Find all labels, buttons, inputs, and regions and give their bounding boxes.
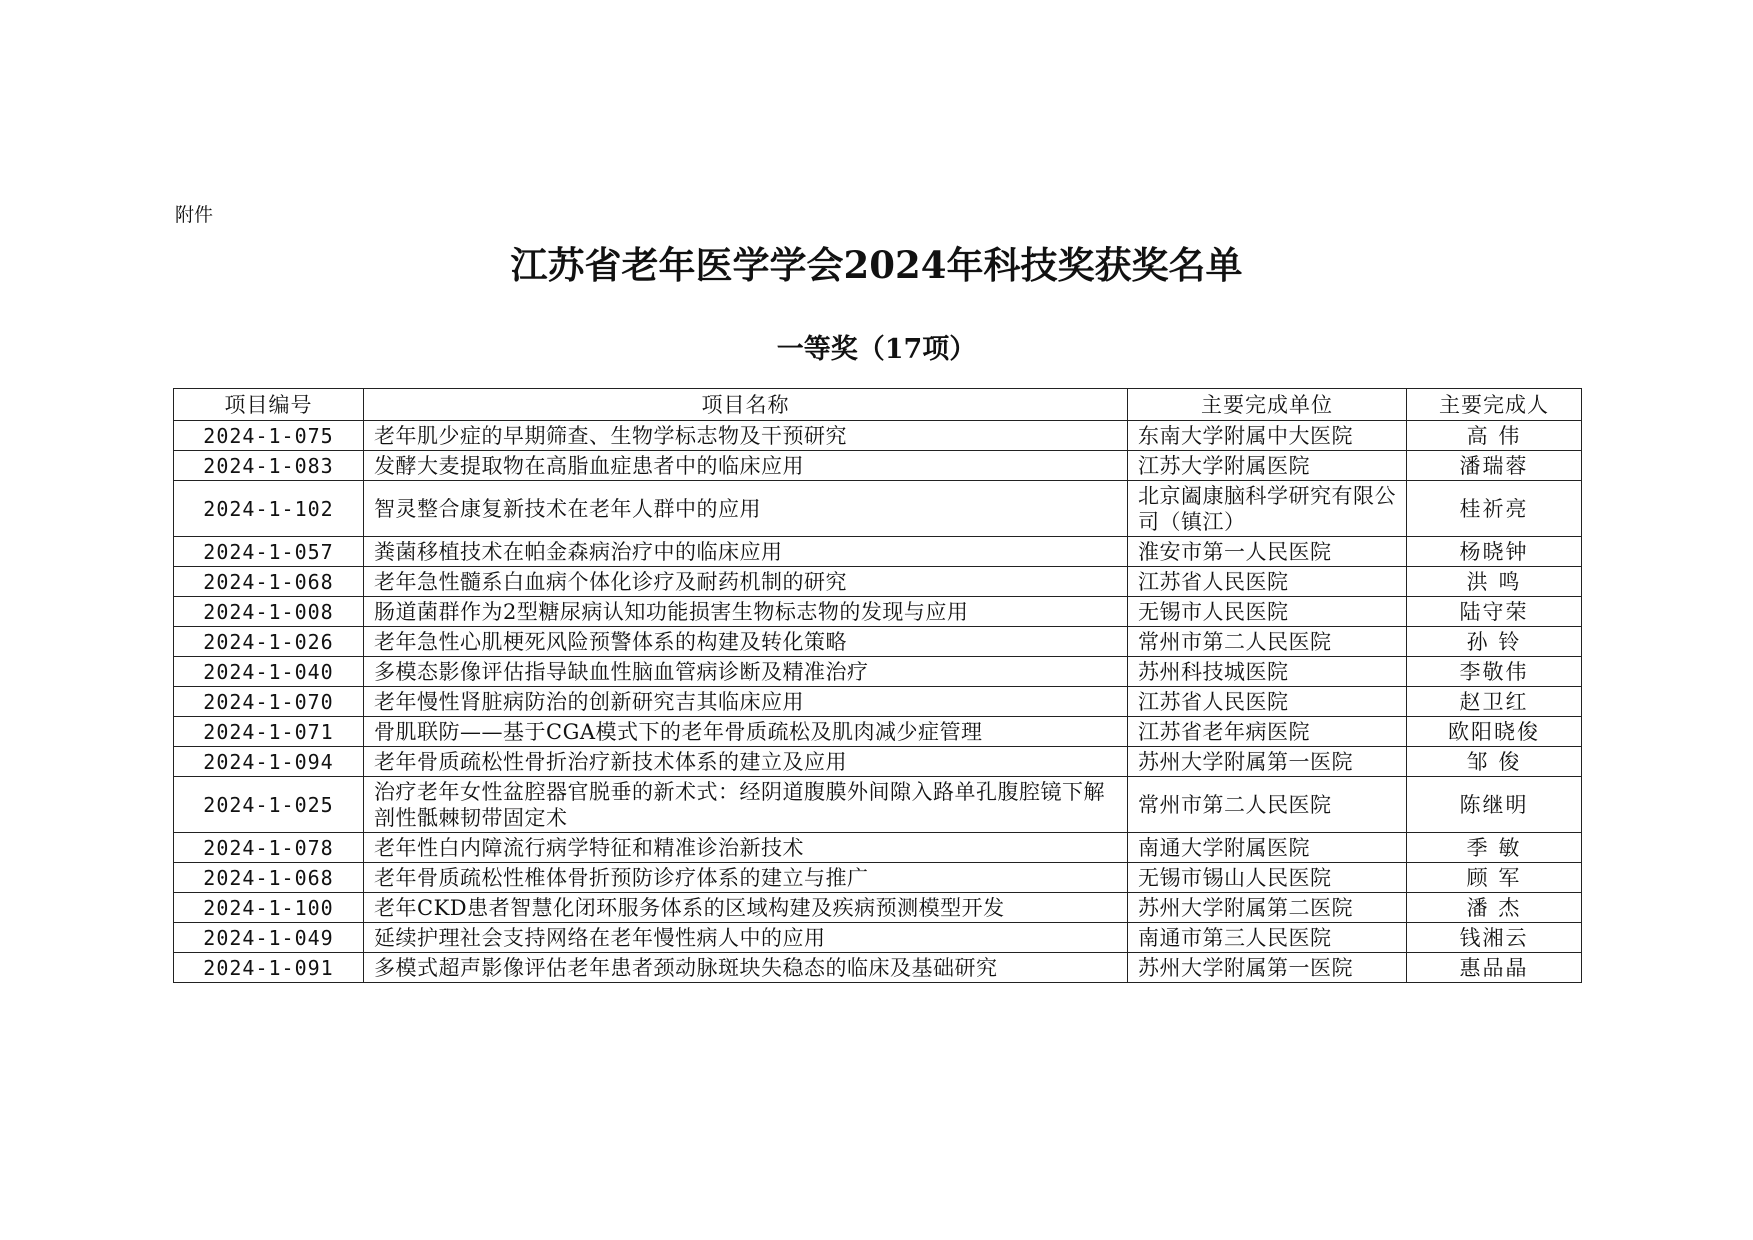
table-row — [174, 537, 1582, 567]
project-name-cell: 多模态影像评估指导缺血性脑血管病诊断及精准治疗 — [364, 657, 1128, 687]
project-name-cell: 老年性白内障流行病学特征和精准诊治新技术 — [364, 833, 1128, 863]
main-person-cell: 孙 铃 — [1407, 627, 1582, 657]
main-unit-cell: 江苏省人民医院 — [1128, 567, 1407, 597]
project-code-cell: 2024-1-068 — [174, 567, 364, 597]
main-person-cell: 洪 鸣 — [1407, 567, 1582, 597]
project-code-cell: 2024-1-083 — [174, 451, 364, 481]
project-code-cell: 2024-1-078 — [174, 833, 364, 863]
project-code-cell: 2024-1-070 — [174, 687, 364, 717]
project-code-cell: 2024-1-091 — [174, 953, 364, 983]
header-project-code: 项目编号 — [174, 389, 364, 421]
table-row — [174, 597, 1582, 627]
project-code-cell: 2024-1-100 — [174, 893, 364, 923]
main-unit-cell: 无锡市锡山人民医院 — [1128, 863, 1407, 893]
main-unit-cell: 南通市第三人民医院 — [1128, 923, 1407, 953]
table-row — [174, 863, 1582, 893]
project-name-cell: 老年CKD患者智慧化闭环服务体系的区域构建及疾病预测模型开发 — [364, 893, 1128, 923]
attachment-label: 附件 — [175, 204, 214, 226]
main-unit-cell: 淮安市第一人民医院 — [1128, 537, 1407, 567]
header-main-person: 主要完成人 — [1407, 389, 1582, 421]
main-unit-cell: 江苏省老年病医院 — [1128, 717, 1407, 747]
awards-table — [173, 388, 1582, 983]
table-header-row — [174, 389, 1582, 421]
main-person-cell: 杨晓钟 — [1407, 537, 1582, 567]
main-unit-cell: 东南大学附属中大医院 — [1128, 421, 1407, 451]
table-row — [174, 687, 1582, 717]
main-person-cell: 桂祈亮 — [1407, 481, 1582, 537]
main-unit-cell: 苏州大学附属第一医院 — [1128, 747, 1407, 777]
main-unit-cell: 苏州大学附属第二医院 — [1128, 893, 1407, 923]
table-row — [174, 717, 1582, 747]
project-code-cell: 2024-1-008 — [174, 597, 364, 627]
project-name-cell: 肠道菌群作为2型糖尿病认知功能损害生物标志物的发现与应用 — [364, 597, 1128, 627]
main-unit-cell: 常州市第二人民医院 — [1128, 627, 1407, 657]
table-row — [174, 747, 1582, 777]
table-row — [174, 567, 1582, 597]
main-unit-cell: 北京阖康脑科学研究有限公司（镇江） — [1128, 481, 1407, 537]
main-unit-cell: 苏州科技城医院 — [1128, 657, 1407, 687]
table-row — [174, 833, 1582, 863]
project-name-cell: 老年急性髓系白血病个体化诊疗及耐药机制的研究 — [364, 567, 1128, 597]
main-unit-cell: 无锡市人民医院 — [1128, 597, 1407, 627]
project-name-cell: 老年肌少症的早期筛查、生物学标志物及干预研究 — [364, 421, 1128, 451]
table-row — [174, 421, 1582, 451]
table-row — [174, 481, 1582, 537]
main-person-cell: 高 伟 — [1407, 421, 1582, 451]
project-name-cell: 智灵整合康复新技术在老年人群中的应用 — [364, 481, 1128, 537]
project-code-cell: 2024-1-071 — [174, 717, 364, 747]
main-person-cell: 欧阳晓俊 — [1407, 717, 1582, 747]
project-name-cell: 发酵大麦提取物在高脂血症患者中的临床应用 — [364, 451, 1128, 481]
project-name-cell: 老年慢性肾脏病防治的创新研究吉其临床应用 — [364, 687, 1128, 717]
main-unit-cell: 常州市第二人民医院 — [1128, 777, 1407, 833]
table-row — [174, 953, 1582, 983]
main-person-cell: 季 敏 — [1407, 833, 1582, 863]
main-unit-cell: 江苏省人民医院 — [1128, 687, 1407, 717]
header-main-unit: 主要完成单位 — [1128, 389, 1407, 421]
table-row — [174, 627, 1582, 657]
awards-table-body — [174, 421, 1582, 983]
project-code-cell: 2024-1-026 — [174, 627, 364, 657]
table-row — [174, 451, 1582, 481]
header-project-name: 项目名称 — [364, 389, 1128, 421]
project-code-cell: 2024-1-094 — [174, 747, 364, 777]
project-code-cell: 2024-1-040 — [174, 657, 364, 687]
project-name-cell: 多模式超声影像评估老年患者颈动脉斑块失稳态的临床及基础研究 — [364, 953, 1128, 983]
table-row — [174, 777, 1582, 833]
main-person-cell: 潘 杰 — [1407, 893, 1582, 923]
table-row — [174, 657, 1582, 687]
main-person-cell: 李敬伟 — [1407, 657, 1582, 687]
project-name-cell: 治疗老年女性盆腔器官脱垂的新术式：经阴道腹膜外间隙入路单孔腹腔镜下解剖性骶棘韧带固定术 — [364, 777, 1128, 833]
project-code-cell: 2024-1-102 — [174, 481, 364, 537]
project-name-cell: 老年急性心肌梗死风险预警体系的构建及转化策略 — [364, 627, 1128, 657]
project-code-cell: 2024-1-049 — [174, 923, 364, 953]
page-title: 江苏省老年医学学会2024年科技奖获奖名单 — [510, 243, 1243, 287]
award-level-heading: 一等奖（17项） — [776, 334, 977, 365]
main-person-cell: 赵卫红 — [1407, 687, 1582, 717]
project-code-cell: 2024-1-025 — [174, 777, 364, 833]
main-person-cell: 邹 俊 — [1407, 747, 1582, 777]
table-row — [174, 893, 1582, 923]
main-person-cell: 陆守荣 — [1407, 597, 1582, 627]
main-person-cell: 惠品晶 — [1407, 953, 1582, 983]
project-code-cell: 2024-1-057 — [174, 537, 364, 567]
main-person-cell: 顾 军 — [1407, 863, 1582, 893]
project-code-cell: 2024-1-068 — [174, 863, 364, 893]
main-person-cell: 陈继明 — [1407, 777, 1582, 833]
project-name-cell: 老年骨质疏松性骨折治疗新技术体系的建立及应用 — [364, 747, 1128, 777]
project-code-cell: 2024-1-075 — [174, 421, 364, 451]
main-unit-cell: 苏州大学附属第一医院 — [1128, 953, 1407, 983]
project-name-cell: 骨肌联防——基于CGA模式下的老年骨质疏松及肌肉减少症管理 — [364, 717, 1128, 747]
main-unit-cell: 南通大学附属医院 — [1128, 833, 1407, 863]
project-name-cell: 延续护理社会支持网络在老年慢性病人中的应用 — [364, 923, 1128, 953]
project-name-cell: 老年骨质疏松性椎体骨折预防诊疗体系的建立与推广 — [364, 863, 1128, 893]
main-person-cell: 钱湘云 — [1407, 923, 1582, 953]
main-person-cell: 潘瑞蓉 — [1407, 451, 1582, 481]
table-row — [174, 923, 1582, 953]
project-name-cell: 粪菌移植技术在帕金森病治疗中的临床应用 — [364, 537, 1128, 567]
main-unit-cell: 江苏大学附属医院 — [1128, 451, 1407, 481]
